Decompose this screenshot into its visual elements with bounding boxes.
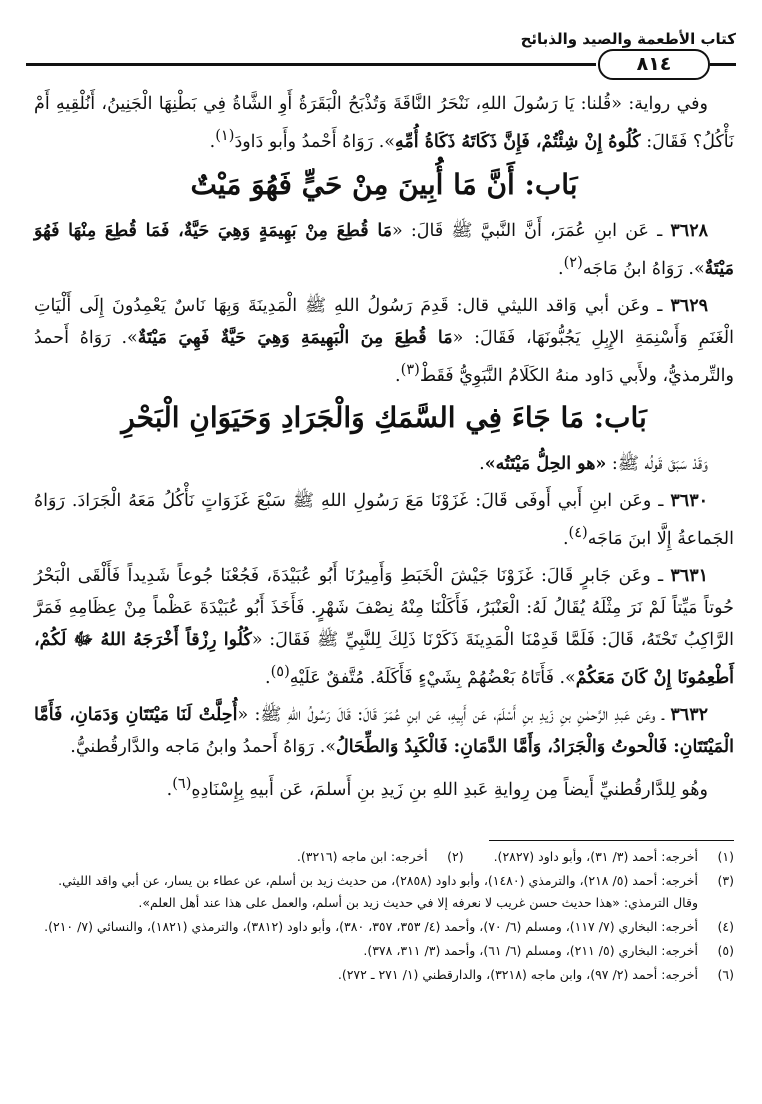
- header-rule-left: [26, 63, 596, 66]
- footnote-ref-3[interactable]: (٣): [400, 360, 420, 378]
- chapter-heading-1: بَاب: أَنَّ مَا أُبِينَ مِنْ حَيٍّ فَهُوَ مَيْتٌ: [190, 167, 578, 201]
- note-paragraph: [34, 448, 734, 480]
- running-title: كتاب الأطعمة والصيد والذبائح: [520, 30, 736, 48]
- footnote-4: [34, 916, 734, 938]
- hadith-3631: ٣٦٣١ ـ وعَن جَابرٍ قَالَ: غَزَوْنَا جَيْشَ الْخَبَطِ وَأَمِيرُنَا أَبُو عُبَيْدَةَ، فَجُعْنَا جُوعاً شَدِيداً فَأَلْقَى الْبَحْرُ حُوتاً مَيِّتاً لَمْ نَرَ مِثْلَهُ يُقَالُ لَهُ: الْعَنْبَرُ، فَأَكَلْنَا مِنْهُ نِصْفَ شَهْرٍ. فَأَخَذَ أَبُو عُبَيْدَةَ عَظْماً مِنْ عِظَامِهِ فَمَرَّ الرَّاكِبُ تَحْتَهُ، قَالَ: فَلَمَّا قَدِمْنَا الْمَدِينَةَ ذَكَرْنَا ذَلِكَ لِلنَّبِيِّ ﷺ فَقَالَ: «كُلُوا رِزْقاً أَخْرَجَهُ اللهُ ﷻ لَكُمْ، أَطْعِمُونَا إِنْ كَانَ مَعَكُمْ». فَأَتَاهُ بَعْضُهُمْ بِشَيْءٍ فَأَكَلَهُ. مُتَّفقٌ عَلَيْهِ$^{(٥)}$.: [34, 566, 734, 689]
- hadith-text-b: ». رَوَاهُ أَحمدُ والتِّرمذيُّ، ولأَبي دَاود منهُ الكَلَامُ النَّبَوِيُّ فَقَطْ: [34, 327, 734, 386]
- chapter-heading-2: بَاب: مَا جَاءَ فِي السَّمَكِ وَالْجَرَادِ وَحَيَوَانِ الْبَحْرِ: [121, 401, 647, 435]
- hadith-text: ـ وعَن ابنِ أَبي أَوفَى قَالَ: غَزَوْنَا مَعَ رَسُولِ اللهِ ﷺ سَبْعَ غَزَوَاتٍ نَأْكُلُ مَعَهُ الْجَرَادَ. رَوَاهُ الجَماعةُ إِلَّا ابنَ مَاجَه: [34, 491, 734, 550]
- hadith-number: ٣٦٣٠: [670, 491, 708, 512]
- footnote-1: [494, 846, 734, 868]
- footnote-text: أخرجه: أحمد (٥/ ٢١٨)، والترمذي (١٤٨٠)، وأبو داود (٢٨٥٨)، من حديث زيد بن أسلم، عن عطاء بن يسار، عن أبي واقد الليثي.: [58, 873, 698, 888]
- footnote-number: (٥): [717, 943, 734, 958]
- footnote-text: أخرجه: أحمد (٢/ ٩٧)، وابن ماجه (٣٢١٨)، والدارقطني (١/ ٢٧١ ـ ٢٧٢).: [337, 967, 698, 982]
- hadith-text-a: ـ وعَن جَابرٍ قَالَ: غَزَوْنَا جَيْشَ الْخَبَطِ وَأَمِيرُنَا أَبُو عُبَيْدَةَ، فَجُعْنَا جُوعاً شَدِيداً فَأَلْقَى الْبَحْرُ حُوتاً مَيِّتاً لَمْ نَرَ مِثْلَهُ يُقَالُ لَهُ: الْعَنْبَرُ، فَأَكَلْنَا مِنْهُ نِصْفَ شَهْرٍ. فَأَخَذَ أَبُو عُبَيْدَةَ عَظْماً مِنْ عِظَامِهِ فَمَرَّ الرَّاكِبُ تَحْتَهُ، قَالَ: فَلَمَّا قَدِمْنَا الْمَدِينَةَ ذَكَرْنَا ذَلِكَ لِلنَّبِيِّ ﷺ فَقَالَ: «: [34, 566, 734, 651]
- page-number: ٨١٤: [598, 49, 710, 80]
- hadith-3630: ٣٦٣٠ ـ وعَن ابنِ أَبي أَوفَى قَالَ: غَزَوْنَا مَعَ رَسُولِ اللهِ ﷺ سَبْعَ غَزَوَاتٍ نَأْكُلُ مَعَهُ الْجَرَادَ. رَوَاهُ الجَماعةُ إِلَّا ابنَ مَاجَه$^{(٤)}$.: [34, 491, 734, 550]
- intro-text-a: وفي رواية: «قُلنا: يَا رَسُولَ اللهِ، نَنْحَرُ النَّاقَةَ وَتُذْبَحُ الْبَقَرَةُ أَوِ الشَّاةُ فِي بَطْنِهَا الْجَنِينُ، أَنُلْقِيهِ أَمْ نَأْكُلُ؟ فَقَالَ:: [34, 94, 734, 152]
- closing-paragraph: [34, 768, 734, 806]
- hadith-3629: ٣٦٢٩ ـ وعَن أبي وَاقد الليثي قال: قَدِمَ رَسُولُ اللهِ ﷺ الْمَدِينَةَ وَبِهَا نَاسٌ يَعْمِدُونَ إِلَى أَلْيَاتِ الْغَنَمِ وَأَسْنِمَةِ الإِبِلِ يَجُبُّونَهَا، فَقَالَ: «مَا قُطِعَ مِنَ الْبَهِيمَةِ وَهِيَ حَيَّةٌ فَهِيَ مَيْتَةٌ». رَوَاهُ أَحمدُ والتِّرمذيُّ، ولأَبي دَاود منهُ الكَلَامُ النَّبَوِيُّ فَقَطْ$^{(٣)}$.: [34, 295, 735, 386]
- hadith-bold: مَا قُطِعَ مِنْ بَهِيمَةٍ وَهِيَ حَيَّةٌ، فَمَا قُطِعَ مِنْهَا فَهُوَ مَيْتَةٌ: [34, 220, 734, 279]
- page-header: [26, 30, 736, 82]
- footnote-2: [297, 846, 464, 868]
- footnote-number: (٣): [717, 873, 734, 888]
- intro-bold: كُلُوهُ إِنْ شِئْتُمْ، فَإِنَّ ذَكَاتَهُ ذَكَاةُ أُمِّهِ: [395, 131, 641, 152]
- hadith-number: ٣٦٣٢: [670, 705, 708, 726]
- hadith-number: ٣٦٢٩: [670, 295, 708, 316]
- closing-end: .: [166, 779, 173, 800]
- note-end: .: [479, 454, 485, 475]
- footnote-5: [34, 940, 734, 962]
- hadith-number: ٣٦٣١: [670, 566, 708, 587]
- footnote-text: أخرجه: البخاري (٥/ ٢١١)، ومسلم (٦/ ٦١)، وأحمد (٣/ ٣١١، ٣٧٨).: [363, 943, 698, 958]
- footnotes: [34, 846, 734, 988]
- footnote-separator: [489, 840, 734, 841]
- hadith-bold: مَا قُطِعَ مِنَ الْبَهِيمَةِ وَهِيَ حَيَّةٌ فَهِيَ مَيْتَةٌ: [137, 327, 453, 348]
- hadith-text-b: ». رَوَاهُ أَحمدُ وابنُ مَاجه والدَّارقُطنيُّ.: [70, 737, 336, 758]
- footnote-number: (٢): [447, 849, 464, 864]
- hadith-bold: كُلُوا رِزْقاً أَخْرَجَهُ اللهُ ﷻ لَكُمْ، أَطْعِمُونَا إِنْ كَانَ مَعَكُمْ: [34, 630, 734, 689]
- hadith-3632: [34, 699, 734, 763]
- intro-paragraph: وفي رواية: «قُلنا: يَا رَسُولَ اللهِ، نَنْحَرُ النَّاقَةَ وَتُذْبَحُ الْبَقَرَةُ أَوِ الشَّاةُ فِي بَطْنِهَا الْجَنِينُ، أَنُلْقِيهِ أَمْ نَأْكُلُ؟ فَقَالَ: كُلُوهُ إِنْ شِئْتُمْ، فَإِنَّ ذَكَاتَهُ ذَكَاةُ أُمِّهِ». رَوَاهُ أَحْمدُ وأَبو دَاودَ$^{(١)}$.: [34, 94, 734, 152]
- intro-text-b: ». رَوَاهُ أَحْمدُ وأَبو دَاودَ: [234, 131, 395, 152]
- footnote-6: [34, 964, 734, 986]
- closing-text: وهُو لِلدَّارقُطنيِّ أَيضاً مِن رِوايةِ عَبدِ اللهِ بنِ زَيدِ بنِ أَسلمَ، عَن أَبيهِ بِإِسْنَادِهِ: [191, 779, 708, 800]
- note-text: وَقَدْ سَبَقَ قَولُه ﷺ:: [606, 454, 708, 475]
- footnote-number: (٤): [717, 919, 734, 934]
- hadith-text-b: ». رَوَاهُ ابنُ مَاجَه: [582, 258, 705, 279]
- footnote-text: أخرجه: البخاري (٧/ ١١٧)، ومسلم (٦/ ٧٠)، وأحمد (٤/ ٣٥٣، ٣٥٧، ٣٨٠)، وأبو داود (٣٨١٢)، والترمذي (١٨٢١)، والنسائي (٧/ ٢١٠).: [44, 919, 698, 934]
- footnote-number: (٦): [717, 967, 734, 982]
- header-rule-right: [710, 63, 736, 66]
- hadith-text-a: ـ وعَن أبي وَاقد الليثي قال: قَدِمَ رَسُولُ اللهِ ﷺ الْمَدِينَةَ وَبِهَا نَاسٌ يَعْمِدُونَ إِلَى أَلْيَاتِ الْغَنَمِ وَأَسْنِمَةِ الإِبِلِ يَجُبُّونَهَا، فَقَالَ: «: [34, 295, 735, 348]
- footnote-body: [34, 870, 698, 914]
- footnote-ref-2[interactable]: (٢): [563, 253, 583, 271]
- footnote-text-2: وقال الترمذي: «هذا حديث حسن غريب لا نعرفه إلا في حديث زيد بن أسلم، والعمل على هذا عند أهل العلم».: [138, 895, 698, 910]
- footnotes-row-1-2: [34, 846, 734, 870]
- note-bold: «هو الحِلُّ مَيْتَتُه»: [484, 454, 607, 475]
- footnote-ref-6[interactable]: (٦): [172, 775, 192, 793]
- footnote-ref-1[interactable]: (١): [215, 127, 235, 144]
- hadith-number: ٣٦٢٨: [670, 220, 708, 241]
- hadith-3628: ٣٦٢٨ ـ عَن ابنِ عُمَرَ، أَنَّ النَّبيَّ ﷺ قَالَ: «مَا قُطِعَ مِنْ بَهِيمَةٍ وَهِيَ حَيَّةٌ، فَمَا قُطِعَ مِنْهَا فَهُوَ مَيْتَةٌ». رَوَاهُ ابنُ مَاجَه$^{(٢)}$.: [34, 220, 734, 279]
- hadith-text-b: ». فَأَتَاهُ بَعْضُهُمْ بِشَيْءٍ فَأَكَلَهُ. مُتَّفقٌ عَلَيْهِ: [289, 668, 576, 689]
- footnote-3: [34, 870, 734, 914]
- footnote-text: أخرجه: ابن ماجه (٣٢١٦).: [296, 849, 428, 864]
- hadith-bold: أُحِلَّتْ لَنَا مَيْتَتَانِ وَدَمَانِ، فَأَمَّا الْمَيْتَتَانِ: فَالْحوتُ وَالْجَرَادُ، وَأَمَّا الدَّمَانِ: فَالْكَبِدُ وَالطِّحَالُ: [34, 705, 734, 758]
- footnote-ref-5[interactable]: (٥): [270, 663, 290, 681]
- footnote-text: أخرجه: أحمد (٣/ ٣١)، وأبو داود (٢٨٢٧).: [493, 849, 698, 864]
- hadith-text-a: ـ عَن ابنِ عُمَرَ، أَنَّ النَّبيَّ ﷺ قَالَ: «: [392, 220, 671, 241]
- footnote-number: (١): [717, 849, 734, 864]
- hadith-text-a: ـ وعَن عَبدِ الرَّحمٰنِ بنِ زَيدِ بنِ أَسْلَمَ، عَن أَبِيهِ، عَن ابنِ عُمَرَ قَالَ: قَالَ رَسُولُ اللهِ ﷺ: «: [237, 705, 671, 726]
- main-text: [34, 88, 734, 811]
- footnote-ref-4[interactable]: (٤): [568, 524, 588, 542]
